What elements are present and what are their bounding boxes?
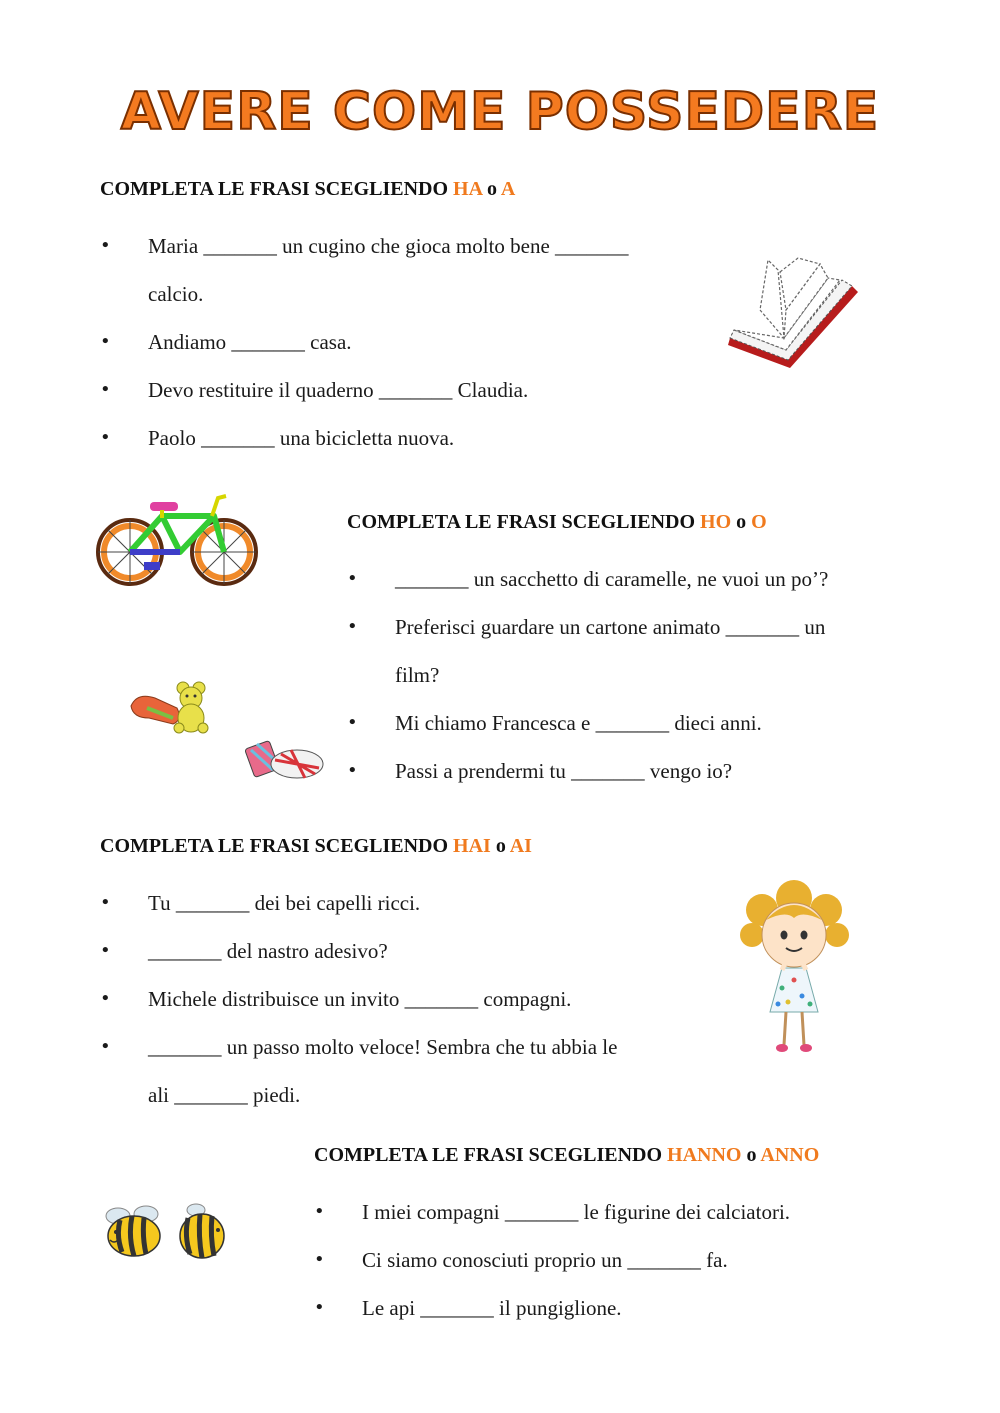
option-hai: HAI [453, 835, 491, 857]
section-heading-ho-o [347, 511, 767, 534]
bullet: • [314, 1201, 325, 1222]
heading-prefix: COMPLETA LE FRASI SCEGLIENDO [100, 835, 449, 857]
heading-conj: o [495, 835, 506, 857]
bee-icon [96, 1200, 231, 1270]
book-icon [720, 250, 865, 380]
bullet: • [100, 940, 111, 961]
page-title: AVERE COME POSSEDERE [120, 82, 880, 142]
sentence: film? [395, 663, 440, 687]
heading-conj: o [486, 178, 497, 200]
bullet: • [100, 379, 111, 400]
option-a: A [500, 178, 516, 200]
bullet: • [347, 568, 358, 589]
sentence: Mi chiamo Francesca e _______ dieci anni. [395, 711, 762, 735]
bullet: • [314, 1249, 325, 1270]
option-anno: ANNO [760, 1144, 820, 1166]
option-o: O [751, 511, 767, 533]
sentence: Ci siamo conosciuti proprio un _______ fa. [362, 1248, 728, 1272]
sentence: Passi a prendermi tu _______ vengo io? [395, 759, 733, 783]
heading-conj: o [736, 511, 747, 533]
heading-prefix: COMPLETA LE FRASI SCEGLIENDO [100, 178, 449, 200]
section-heading-ha-a [100, 178, 515, 201]
bullet: • [314, 1297, 325, 1318]
girl-icon [732, 880, 857, 1060]
sentence: _______ un passo molto veloce! Sembra che tu abbia le [148, 1035, 618, 1059]
section-heading-hai-ai [100, 835, 532, 858]
sentence: Devo restituire il quaderno _______ Claudia. [148, 378, 529, 402]
bullet: • [100, 1036, 111, 1057]
option-hanno: HANNO [667, 1144, 742, 1166]
sentence: calcio. [148, 282, 204, 306]
sentence: ali _______ piedi. [148, 1083, 301, 1107]
option-ai: AI [509, 835, 532, 857]
option-ho: HO [700, 511, 732, 533]
bullet: • [100, 331, 111, 352]
option-ha: HA [453, 178, 482, 200]
bicycle-icon [92, 490, 262, 600]
bullet: • [347, 616, 358, 637]
heading-prefix: COMPLETA LE FRASI SCEGLIENDO [347, 511, 696, 533]
sentence: Le api _______ il pungiglione. [362, 1296, 622, 1320]
bullet: • [100, 427, 111, 448]
section-heading-hanno-anno [314, 1144, 819, 1167]
sentence: Andiamo _______ casa. [148, 330, 352, 354]
bullet: • [100, 892, 111, 913]
heading-conj: o [746, 1144, 757, 1166]
sentence: Preferisci guardare un cartone animato _______ un [395, 615, 826, 639]
sentence: Paolo _______ una bicicletta nuova. [148, 426, 455, 450]
sentence: _______ del nastro adesivo? [148, 939, 388, 963]
heading-prefix: COMPLETA LE FRASI SCEGLIENDO [314, 1144, 663, 1166]
candy-icon [125, 678, 330, 788]
sentence: Tu _______ dei bei capelli ricci. [148, 891, 421, 915]
bullet: • [347, 760, 358, 781]
sentence: Michele distribuisce un invito _______ compagni. [148, 987, 572, 1011]
sentence: I miei compagni _______ le figurine dei calciatori. [362, 1200, 791, 1224]
sentence: Maria _______ un cugino che gioca molto bene _______ [148, 234, 629, 258]
bullet: • [100, 988, 111, 1009]
bullet: • [347, 712, 358, 733]
sentence: _______ un sacchetto di caramelle, ne vuoi un po’? [395, 567, 829, 591]
bullet: • [100, 235, 111, 256]
